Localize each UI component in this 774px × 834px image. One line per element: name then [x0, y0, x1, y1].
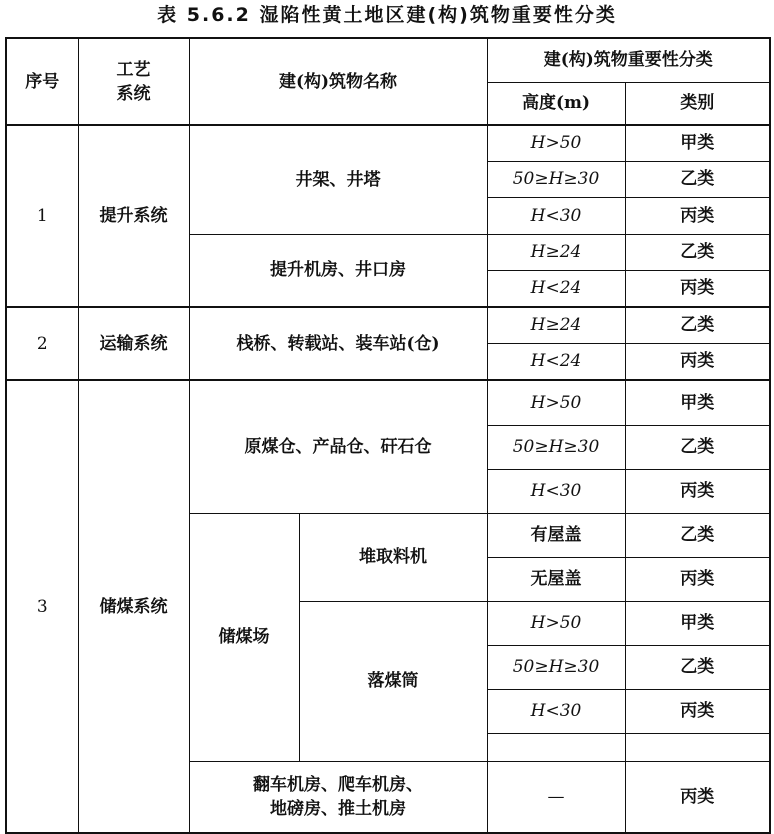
system-cell: 储煤系统 [78, 380, 189, 833]
height-cell: H<24 [487, 270, 625, 307]
height-cell: — [487, 761, 625, 833]
seq-cell: 3 [6, 380, 78, 833]
importance-classification-table [5, 37, 771, 834]
height-cell: H>50 [487, 601, 625, 645]
building-cell: 原煤仓、产品仓、矸石仓 [189, 380, 487, 513]
header-importance-group: 建(构)筑物重要性分类 [487, 38, 770, 82]
category-cell: 乙类 [625, 161, 770, 197]
category-cell: 乙类 [625, 234, 770, 270]
height-cell: H>50 [487, 380, 625, 425]
category-cell: 乙类 [625, 513, 770, 557]
category-cell: 丙类 [625, 343, 770, 380]
height-cell: 50≥H≥30 [487, 161, 625, 197]
seq-cell: 2 [6, 307, 78, 380]
header-seq: 序号 [6, 38, 78, 125]
height-cell: H<30 [487, 197, 625, 234]
yard-cell: 储煤场 [189, 513, 299, 761]
table-row [6, 125, 770, 161]
category-cell: 丙类 [625, 270, 770, 307]
seq-cell: 1 [6, 125, 78, 307]
height-cell: H≥24 [487, 307, 625, 343]
equipment-cell: 落煤筒 [299, 601, 487, 761]
category-cell: 丙类 [625, 197, 770, 234]
category-cell-empty [625, 733, 770, 761]
table-row [6, 380, 770, 425]
system-cell: 运输系统 [78, 307, 189, 380]
category-cell: 丙类 [625, 689, 770, 733]
height-cell: 50≥H≥30 [487, 425, 625, 469]
category-cell: 丙类 [625, 469, 770, 513]
header-row-1 [6, 38, 770, 82]
category-cell: 甲类 [625, 125, 770, 161]
category-cell: 甲类 [625, 380, 770, 425]
category-cell: 乙类 [625, 307, 770, 343]
building-cell: 翻车机房、爬车机房、 地磅房、推土机房 [189, 761, 487, 833]
height-cell: H<24 [487, 343, 625, 380]
equipment-cell: 堆取料机 [299, 513, 487, 601]
height-cell: 50≥H≥30 [487, 645, 625, 689]
category-cell: 丙类 [625, 761, 770, 833]
header-category: 类别 [625, 82, 770, 125]
table-title: 表 5.6.2 湿陷性黄土地区建(构)筑物重要性分类 [157, 4, 617, 26]
height-cell: H<30 [487, 469, 625, 513]
height-cell: H<30 [487, 689, 625, 733]
height-cell: H≥24 [487, 234, 625, 270]
category-cell: 乙类 [625, 425, 770, 469]
height-cell: H>50 [487, 125, 625, 161]
building-cell: 井架、井塔 [189, 125, 487, 234]
category-cell: 乙类 [625, 645, 770, 689]
building-cell: 提升机房、井口房 [189, 234, 487, 307]
header-process: 工艺 系统 [78, 38, 189, 125]
height-cell: 有屋盖 [487, 513, 625, 557]
category-cell: 丙类 [625, 557, 770, 601]
table-row [6, 307, 770, 343]
height-cell-empty [487, 733, 625, 761]
header-height: 高度(m) [487, 82, 625, 125]
height-cell: 无屋盖 [487, 557, 625, 601]
building-cell: 栈桥、转载站、装车站(仓) [189, 307, 487, 380]
system-cell: 提升系统 [78, 125, 189, 307]
header-building-name: 建(构)筑物名称 [189, 38, 487, 125]
category-cell: 甲类 [625, 601, 770, 645]
